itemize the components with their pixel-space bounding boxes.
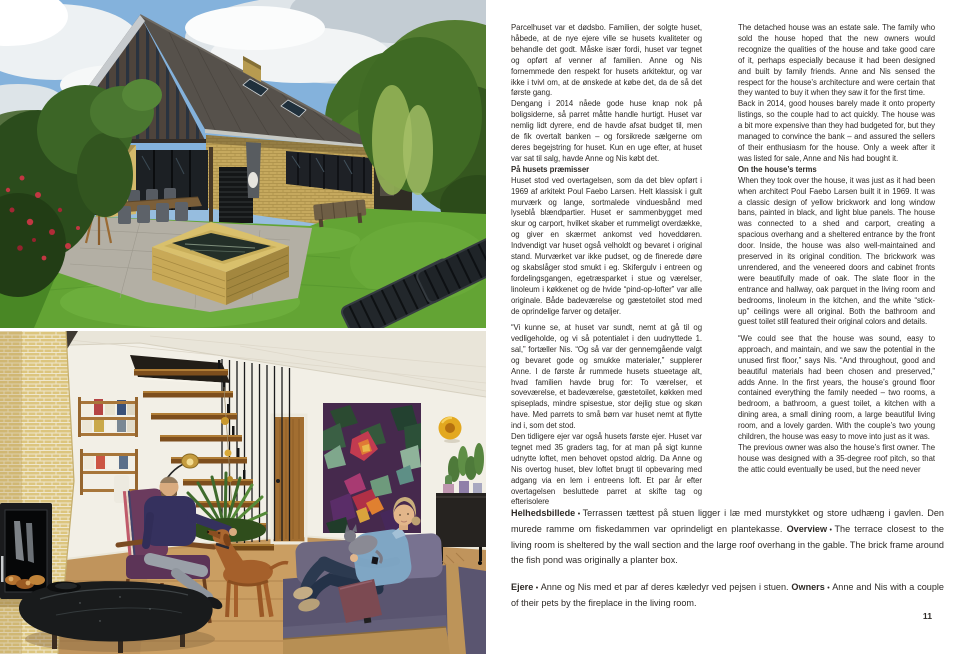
caption-label-en: Owners (791, 582, 825, 593)
caption-label-en: Overview (786, 524, 828, 535)
paragraph: Back in 2014, good houses barely made it onto property listings, so the couple had to act quickly. The house was a bit more expensive than they had budgeted for, but they managed to convince the bank – and assured the sellers of their enthusiasm for the house. Only a week after it was listed for sale, Anne and Nis had bought it. (738, 99, 935, 163)
caption-text-da: Anne og Nis med et par af deres kæledyr ved pejsen i stuen. (540, 582, 789, 593)
photo-exterior (0, 0, 486, 328)
caption-label-da: Ejere (511, 582, 534, 593)
caption-label-da: Helhedsbillede (511, 508, 576, 518)
paragraph: “Vi kunne se, at huset var sundt, nemt at gå til og vedligeholde, og vi så potentialet i den uudnyttede 1. sal,” fortæller Nis. “Og så var der gennemgående valgt og bevaret gode og smukke materialer,” supplerer Anne. I de første år rummede husets stueetage alt, hvad familien havde brug for: To værelser, et soveværelse, et badeværelse, gæstetoilet, køkken med spiseplads, mindre spisestue, stor dejlig stue og skøn have. Med parrets to små børn var huset nemt at flytte ind i, som det stod. (511, 322, 702, 431)
paragraph: Den tidligere ejer var også husets første ejer. Huset var tegnet med 35 graders tag, for at man på sigt kunne udnytte loftet, men behovet opstod aldrig. Da Anne og Nis overtog huset, blev loftet brugt til opbevaring med adgang via en lem i entreens loft. Et par år efter overtagelsen besluttede parret at skifte tag og efterisolere (511, 432, 702, 507)
caption-bullet: • (535, 584, 539, 592)
interior-illustration (0, 331, 486, 654)
exterior-illustration (0, 0, 486, 328)
photo-interior (0, 331, 486, 654)
coffee-table (19, 581, 215, 653)
paragraph: Parcelhuset var et dødsbo. Familien, der solgte huset, håbede, at de nye ejere ville se husets kvaliteter og behandle det godt. Måske især fordi, huset var tegnet og opført af venner af familien. Anne og Nis fornemmede den respekt for husets arkitektur, og var ikke i tvivl om, at de ønskede at købe det, da de så det første gang. (511, 23, 702, 98)
paragraph: Dengang i 2014 nåede gode huse knap nok på boligsiderne, så parret måtte handle hurtigt. Huset var nemlig lidt dyrere, end de havde afsat budget til, men de fik overtalt banken – og forsikrede sælgerne om deres begejstring for huset. Kun en uge efter, at huset var sat til salg, havde Anne og Nis købt det. (511, 99, 702, 163)
column-danish (511, 23, 702, 508)
outdoor-curtain (246, 142, 261, 198)
caption-text-en: Anne and Nis with a couple of their pets by the fireplace in the living room. (511, 582, 944, 609)
caption-bullet: • (827, 584, 830, 592)
section-heading-danish: På husets præmisser (511, 164, 590, 174)
caption-bullet: • (577, 510, 581, 518)
paragraph: The detached house was an estate sale. The family who sold the house hoped that the new owners would recognize the qualities of the house and take good care of it, perhaps especially because it had been designed and built by family friends. Anne and Nis sensed the respect for the house’s architecture and were certain that they wanted to buy it when they saw it for the first time. (738, 23, 935, 98)
paragraph: “We could see that the house was sound, easy to approach, and maintain, and we saw the potential in the unused first floor,” says Nis. “And throughout, good and beautiful materials had been chosen and preserved,” adds Anne. In the first years, the house’s ground floor contained everything the family needed – two rooms, a bedroom, a bathroom, a guest toilet, a kitchen with a dining area, a small dining room, a large beautiful living room, and a lovely garden. With the couple’s two young children, the house was easy to move into just as it was. (738, 333, 935, 442)
column-english (738, 23, 935, 476)
caption-text-da: Terrassen tættest på stuen ligger i læ med murstykket og store udhæng i gavlen. Den murede ramme om fiskedammen var oprindeligt en plantekasse. (511, 508, 944, 535)
captions-block (511, 506, 944, 611)
paragraph: Huset stod ved overtagelsen, som da det blev opført i 1969 af arkitekt Poul Faebo Larsen. Helt klassisk i gult murværk og lange, sortmalede vinduesbånd med lyseblå blændpartier. Huset er sammenbygget med skur og carport, hvilket skaber et rummeligt overdække, og giver en skærmet ankomst ved hoveddøren. Indvendigt var huset også velholdt og bevaret i original stand. Murværket var ikke pudset, og de finerede døre og skabslåger stod smukt i eg. Skifergulv i entreen og fordelingsgangen, egetræsparket i stue og værelser, linoleum i køkkenet og de hvide “pind-op-lofter” var alle originale. Både badeværelse og gæstetoilet stod med de oprindelige farver og detaljer. (511, 175, 702, 316)
page-number: 11 (922, 611, 932, 621)
caption-owners (511, 580, 944, 611)
caption-text-en: The terrace closest to the living room is sheltered by the wall section and the large roof overhang in the gable. The brick frame around the fish pond was originally a planter box. (511, 524, 944, 565)
paragraph: When they took over the house, it was just as it had been when architect Poul Faebo Larsen built it in 1969. It was a classic design of yellow brickwork and long window bans, painted in black, and light blue panels. The house was connected to a shed and carport, creating a spacious overhang and a sheltered entrance by the front door. Inside, the house was also well-maintained and preserved in its original condition. The brickwork was unrendered, and the veneered doors and cabinet fronts were beautifully made of oak. The slate floor in the entrance and hallway, oak parquet in the living room and bedrooms, linoleum in the kitchen, and the white “stick-up” ceilings were all original. Both the bathroom and guest toilet still featured their original colors and details. (738, 175, 935, 327)
door-handle (276, 479, 280, 483)
timber-post (209, 147, 213, 223)
caption-bullet: • (829, 526, 832, 534)
caption-overview (511, 506, 944, 567)
wristwatch (371, 557, 378, 565)
fireplace-handle (1, 556, 4, 582)
section-heading-english: On the house’s terms (738, 164, 817, 174)
paragraph: The previous owner was also the house’s first owner. The house was designed with a 35-degree roof pitch, so that the attic could eventually be used, but the need never (738, 442, 935, 474)
